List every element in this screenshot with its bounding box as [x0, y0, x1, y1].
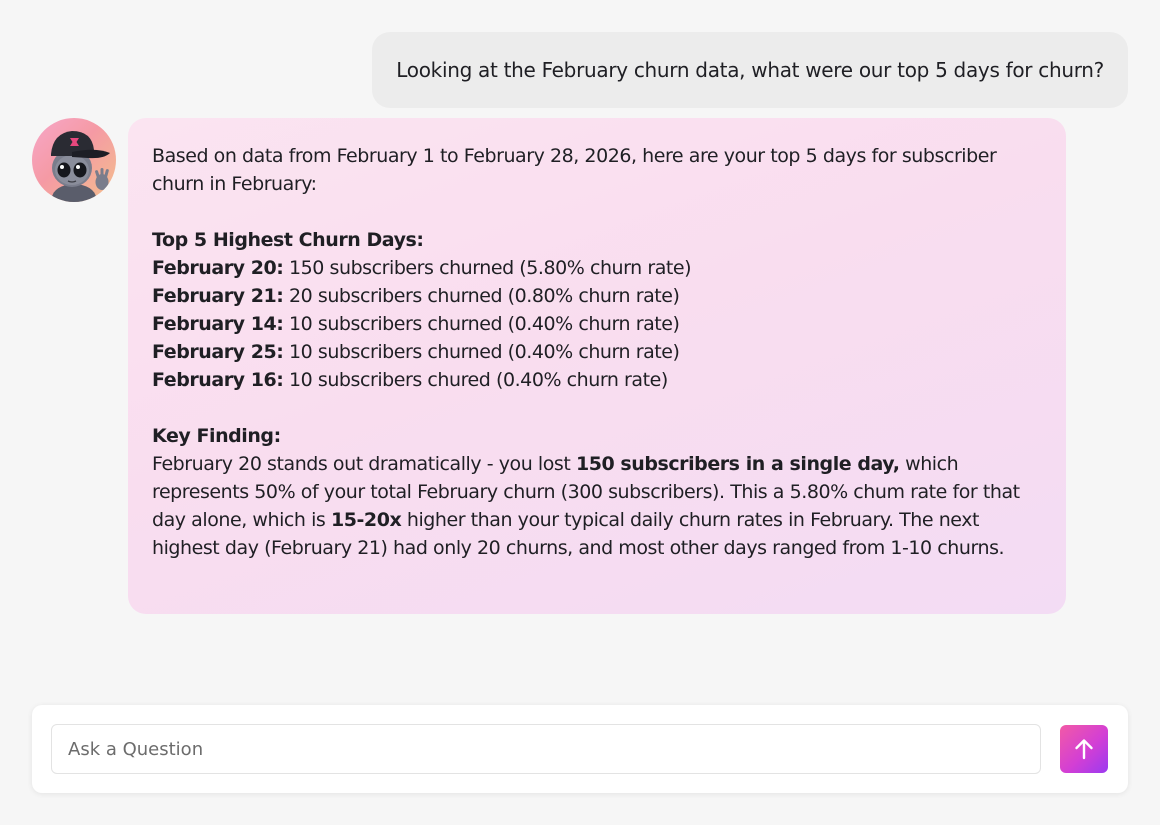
- churn-day-detail: 10 subscribers churned (0.40% churn rate): [283, 341, 680, 363]
- churn-day-label: February 20:: [152, 257, 284, 279]
- churn-day-item: [152, 282, 1042, 310]
- key-finding-heading: Key Finding:: [152, 425, 281, 447]
- churn-day-detail: 150 subscribers churned (5.80% churn rate): [283, 257, 692, 279]
- assistant-avatar: [32, 118, 116, 202]
- churn-day-item: [152, 310, 1042, 338]
- arrow-up-icon: [1071, 736, 1097, 762]
- churn-day-detail: 10 subscribers churned (0.40% churn rate): [283, 313, 680, 335]
- churn-day-label: February 21:: [152, 285, 284, 307]
- churn-day-label: February 14:: [152, 313, 284, 335]
- assistant-message-bubble: [128, 118, 1066, 614]
- churn-day-detail: 10 subscribers chured (0.40% churn rate): [283, 369, 668, 391]
- churn-day-item: [152, 338, 1042, 366]
- key-finding-text: February 20 stands out dramatically - you lost 150 subscribers in a single day, which represents 50% of your total February churn (300 subscribers). This a 5.80% chum rate for that day alone, which is 15-20x higher than your typical daily churn rates in February. The next highest day (February 21) had only 20 churns, and most other days ranged from 1-10 churns.: [152, 453, 1020, 559]
- composer-bar: [32, 705, 1128, 793]
- assistant-intro: Based on data from February 1 to February 28, 2026, here are your top 5 days for subscriber churn in February:: [152, 145, 997, 195]
- send-button[interactable]: [1060, 725, 1108, 773]
- churn-day-label: February 25:: [152, 341, 284, 363]
- top-days-heading: Top 5 Highest Churn Days:: [152, 229, 424, 251]
- alien-mascot-icon: [32, 118, 116, 202]
- churn-day-detail: 20 subscribers churned (0.80% churn rate): [283, 285, 680, 307]
- user-message-bubble: [372, 32, 1128, 108]
- churn-day-label: February 16:: [152, 369, 284, 391]
- user-message-text: Looking at the February churn data, what were our top 5 days for churn?: [396, 58, 1104, 82]
- question-input[interactable]: [51, 724, 1041, 774]
- churn-day-item: [152, 254, 1042, 282]
- churn-day-item: [152, 366, 1042, 394]
